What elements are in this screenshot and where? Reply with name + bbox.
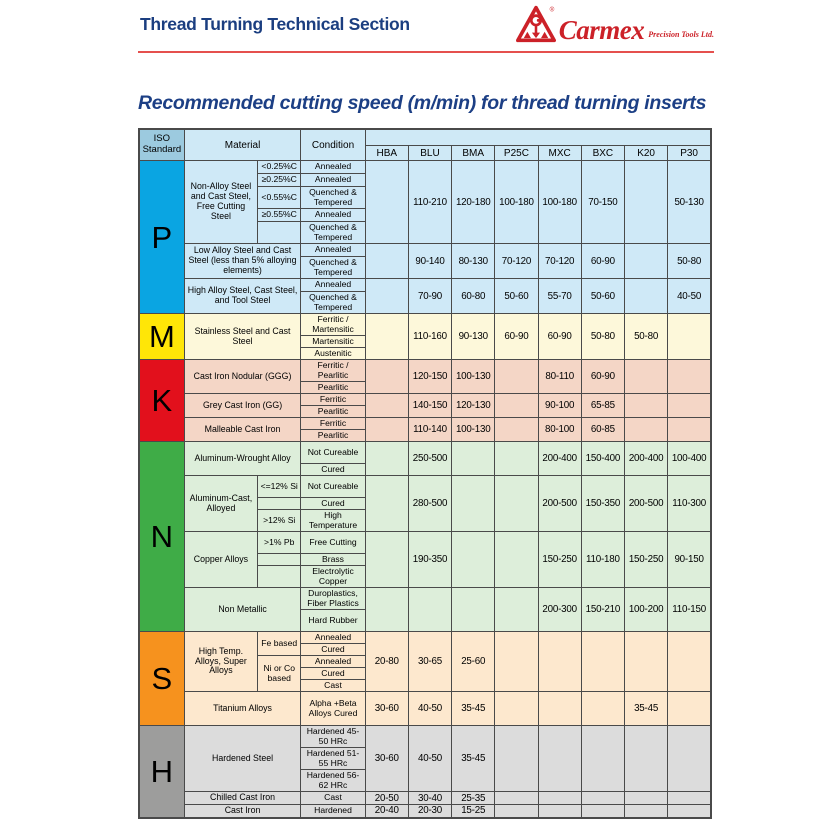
table-row [139,726,711,748]
value-cell-blu: 40-50 [408,692,451,726]
value-cell-k20 [624,726,667,792]
condition-cell: Ferritic / Pearlitic [301,360,365,382]
value-cell-bxc: 60-90 [581,360,624,394]
value-cell-bma: 90-130 [452,314,495,360]
value-cell-k20: 100-200 [624,588,667,632]
value-cell-blu [408,588,451,632]
value-cell-k20 [624,418,667,442]
value-cell-hba [365,476,408,532]
value-cell-p25c [495,692,538,726]
value-cell-p25c [495,532,538,588]
value-cell-p30 [668,394,711,418]
value-cell-mxc: 200-300 [538,588,581,632]
table-row [139,360,711,382]
value-cell-bxc: 50-60 [581,279,624,314]
value-cell-blu: 280-500 [408,476,451,532]
value-cell-hba [365,314,408,360]
sub-material-cell: <0.25%C [258,161,301,174]
table-row [139,314,711,336]
table-row [139,442,711,464]
condition-cell: Cured [301,644,365,656]
value-cell-blu: 20-30 [408,805,451,818]
value-cell-mxc: 60-90 [538,314,581,360]
iso-label-K: K [139,360,184,442]
table-row [139,632,711,644]
value-cell-p25c [495,418,538,442]
condition-cell: Not Cureable [301,476,365,498]
value-cell-bxc [581,632,624,692]
value-cell-p30: 110-300 [668,476,711,532]
value-cell-bxc: 70-150 [581,161,624,244]
value-cell-bma: 60-80 [452,279,495,314]
value-cell-bxc: 150-350 [581,476,624,532]
condition-cell: Cured [301,498,365,510]
value-cell-hba [365,532,408,588]
value-cell-p25c: 100-180 [495,161,538,244]
value-cell-hba [365,279,408,314]
sub-material-cell: >12% Si [258,510,301,532]
material-cell: Chilled Cast Iron [184,792,301,805]
value-cell-k20 [624,632,667,692]
value-cell-p30 [668,726,711,792]
value-cell-bxc [581,726,624,792]
value-cell-hba [365,161,408,244]
value-cell-bma [452,532,495,588]
value-cell-k20: 50-80 [624,314,667,360]
value-cell-k20 [624,805,667,818]
value-cell-mxc: 200-500 [538,476,581,532]
table-row [139,394,711,406]
condition-cell: Annealed [301,161,365,174]
table-row [139,588,711,610]
value-cell-bma [452,588,495,632]
value-cell-hba: 30-60 [365,726,408,792]
iso-label-P: P [139,161,184,314]
value-cell-mxc [538,692,581,726]
table-header [139,129,711,161]
material-cell: Aluminum-Wrought Alloy [184,442,301,476]
value-cell-bxc: 150-400 [581,442,624,476]
value-cell-p30: 110-150 [668,588,711,632]
value-cell-p25c [495,394,538,418]
speed-table-body [139,161,711,818]
condition-cell: Cast [301,792,365,805]
sub-material-cell: >1% Pb [258,532,301,554]
sub-material-cell: Ni or Co based [258,656,301,692]
value-cell-p25c [495,805,538,818]
value-cell-p30 [668,792,711,805]
condition-cell: Hardened 45-50 HRc [301,726,365,748]
grade-header-bxc: BXC [581,146,624,161]
table-row [139,532,711,554]
value-cell-bma: 25-60 [452,632,495,692]
value-cell-blu: 40-50 [408,726,451,792]
value-cell-p30: 50-80 [668,244,711,279]
value-cell-p30 [668,805,711,818]
value-cell-hba [365,442,408,476]
value-cell-bxc [581,805,624,818]
iso-label-S: S [139,632,184,726]
value-cell-hba [365,244,408,279]
grade-header-blu: BLU [408,146,451,161]
value-cell-p25c [495,360,538,394]
value-cell-k20 [624,279,667,314]
value-cell-p25c [495,588,538,632]
sub-material-cell: Fe based [258,632,301,656]
table-row [139,792,711,805]
sub-material-cell [258,222,301,244]
value-cell-mxc [538,805,581,818]
registered-mark: ® [549,6,555,14]
value-cell-p25c: 70-120 [495,244,538,279]
condition-cell: Ferritic [301,394,365,406]
value-cell-k20: 200-400 [624,442,667,476]
value-cell-bxc: 65-85 [581,394,624,418]
value-cell-bxc: 110-180 [581,532,624,588]
value-cell-blu: 120-150 [408,360,451,394]
value-cell-bma: 35-45 [452,692,495,726]
value-cell-blu: 30-65 [408,632,451,692]
value-cell-mxc: 80-110 [538,360,581,394]
value-cell-hba: 30-60 [365,692,408,726]
value-cell-blu: 110-160 [408,314,451,360]
value-cell-k20 [624,394,667,418]
value-cell-bxc: 50-80 [581,314,624,360]
value-cell-p25c [495,442,538,476]
value-cell-p30 [668,314,711,360]
table-row [139,418,711,430]
value-cell-p30: 50-130 [668,161,711,244]
column-header-condition: Condition [301,129,365,161]
value-cell-blu: 190-350 [408,532,451,588]
condition-cell: Hard Rubber [301,610,365,632]
value-cell-k20 [624,792,667,805]
condition-cell: Quenched & Tempered [301,292,365,314]
table-row [139,805,711,818]
value-cell-mxc: 90-100 [538,394,581,418]
value-cell-k20 [624,244,667,279]
value-cell-blu: 110-140 [408,418,451,442]
main-title: Recommended cutting speed (m/min) for thread turning inserts [138,92,707,114]
value-cell-blu: 110-210 [408,161,451,244]
value-cell-blu: 30-40 [408,792,451,805]
value-cell-bxc: 60-85 [581,418,624,442]
material-cell: Low Alloy Steel and Cast Steel (less than 5% alloying elements) [184,244,301,279]
condition-cell: Hardened 51-55 HRc [301,748,365,770]
value-cell-bma: 15-25 [452,805,495,818]
condition-cell: Martensitic [301,336,365,348]
grade-header-p30: P30 [668,146,711,161]
condition-cell: Hardened 56-62 HRc [301,770,365,792]
value-cell-bma: 80-130 [452,244,495,279]
grade-header-mxc: MXC [538,146,581,161]
material-cell: Copper Alloys [184,532,257,588]
material-cell: Aluminum-Cast, Alloyed [184,476,257,532]
iso-label-N: N [139,442,184,632]
iso-label-M: M [139,314,184,360]
material-cell: High Temp. Alloys, Super Alloys [184,632,257,692]
condition-cell: Brass [301,554,365,566]
condition-cell: Cured [301,464,365,476]
column-header-iso-standard: ISO Standard [139,129,184,161]
condition-cell: Pearlitic [301,382,365,394]
material-cell: High Alloy Steel, Cast Steel, and Tool Steel [184,279,301,314]
value-cell-mxc: 100-180 [538,161,581,244]
value-cell-p25c: 60-90 [495,314,538,360]
value-cell-hba [365,394,408,418]
value-cell-hba: 20-50 [365,792,408,805]
condition-cell: Austenitic [301,348,365,360]
sub-material-cell [258,566,301,588]
grade-header-k20: K20 [624,146,667,161]
value-cell-mxc: 200-400 [538,442,581,476]
condition-cell: Ferritic / Martensitic [301,314,365,336]
condition-cell: Electrolytic Copper [301,566,365,588]
condition-cell: Quenched & Tempered [301,222,365,244]
condition-cell: Annealed [301,244,365,257]
value-cell-p30 [668,692,711,726]
value-cell-bma: 120-180 [452,161,495,244]
material-cell: Non Metallic [184,588,301,632]
value-cell-k20 [624,360,667,394]
condition-cell: Cast [301,680,365,692]
carmex-triangle-anchor-logo-icon [516,4,556,44]
value-cell-mxc: 70-120 [538,244,581,279]
condition-cell: Free Cutting [301,532,365,554]
condition-cell: Annealed [301,174,365,187]
brand-name: Carmex [558,15,645,46]
speed-table [138,128,712,819]
table-row [139,692,711,726]
grades-group-header [365,129,711,146]
material-cell: Grey Cast Iron (GG) [184,394,301,418]
value-cell-bxc [581,692,624,726]
value-cell-blu: 90-140 [408,244,451,279]
condition-cell: Annealed [301,279,365,292]
condition-cell: Alpha +Beta Alloys Cured [301,692,365,726]
condition-cell: High Temperature [301,510,365,532]
material-cell: Hardened Steel [184,726,301,792]
value-cell-p30 [668,632,711,692]
brand-suffix: Precision Tools Ltd. [648,30,714,39]
material-cell: Non-Alloy Steel and Cast Steel, Free Cutting Steel [184,161,257,244]
document-title: Thread Turning Technical Section [140,14,410,34]
value-cell-p25c [495,632,538,692]
value-cell-p30: 100-400 [668,442,711,476]
value-cell-bma: 35-45 [452,726,495,792]
value-cell-blu: 250-500 [408,442,451,476]
value-cell-k20 [624,161,667,244]
value-cell-bma: 25-35 [452,792,495,805]
iso-label-H: H [139,726,184,818]
value-cell-p25c [495,792,538,805]
value-cell-bxc: 150-210 [581,588,624,632]
value-cell-k20: 35-45 [624,692,667,726]
condition-cell: Ferritic [301,418,365,430]
sub-material-cell: ≥0.55%C [258,209,301,222]
sub-material-cell: ≥0.25%C [258,174,301,187]
condition-cell: Quenched & Tempered [301,187,365,209]
value-cell-bma [452,442,495,476]
sub-material-cell: <=12% Si [258,476,301,498]
value-cell-mxc [538,726,581,792]
value-cell-mxc: 80-100 [538,418,581,442]
condition-cell: Not Cureable [301,442,365,464]
value-cell-p30 [668,418,711,442]
condition-cell: Pearlitic [301,406,365,418]
column-header-material: Material [184,129,301,161]
condition-cell: Hardened [301,805,365,818]
condition-cell: Quenched & Tempered [301,257,365,279]
value-cell-hba [365,360,408,394]
value-cell-blu: 70-90 [408,279,451,314]
condition-cell: Pearlitic [301,430,365,442]
condition-cell: Cured [301,668,365,680]
table-row [139,161,711,174]
material-cell: Cast Iron Nodular (GGG) [184,360,301,394]
sub-material-cell [258,498,301,510]
value-cell-bma: 100-130 [452,418,495,442]
table-row [139,244,711,257]
grade-header-hba: HBA [365,146,408,161]
value-cell-p25c [495,476,538,532]
table-row [139,476,711,498]
sub-material-cell: <0.55%C [258,187,301,209]
value-cell-p30: 90-150 [668,532,711,588]
sub-material-cell [258,554,301,566]
value-cell-p25c: 50-60 [495,279,538,314]
page-header [138,0,714,53]
condition-cell: Annealed [301,656,365,668]
condition-cell: Annealed [301,209,365,222]
material-cell: Titanium Alloys [184,692,301,726]
value-cell-mxc [538,792,581,805]
page-content [138,0,714,819]
value-cell-bxc: 60-90 [581,244,624,279]
material-cell: Stainless Steel and Cast Steel [184,314,301,360]
grade-header-p25c: P25C [495,146,538,161]
value-cell-p30 [668,360,711,394]
value-cell-mxc: 150-250 [538,532,581,588]
value-cell-bma [452,476,495,532]
condition-cell: Annealed [301,632,365,644]
value-cell-mxc [538,632,581,692]
value-cell-mxc: 55-70 [538,279,581,314]
material-cell: Cast Iron [184,805,301,818]
value-cell-p30: 40-50 [668,279,711,314]
brand-logo [516,4,714,44]
value-cell-k20: 150-250 [624,532,667,588]
grade-header-bma: BMA [452,146,495,161]
material-cell: Malleable Cast Iron [184,418,301,442]
value-cell-k20: 200-500 [624,476,667,532]
value-cell-hba: 20-80 [365,632,408,692]
value-cell-hba [365,588,408,632]
condition-cell: Duroplastics, Fiber Plastics [301,588,365,610]
value-cell-blu: 140-150 [408,394,451,418]
value-cell-p25c [495,726,538,792]
value-cell-hba [365,418,408,442]
value-cell-bma: 120-130 [452,394,495,418]
value-cell-bma: 100-130 [452,360,495,394]
table-row [139,279,711,292]
value-cell-bxc [581,792,624,805]
value-cell-hba: 20-40 [365,805,408,818]
